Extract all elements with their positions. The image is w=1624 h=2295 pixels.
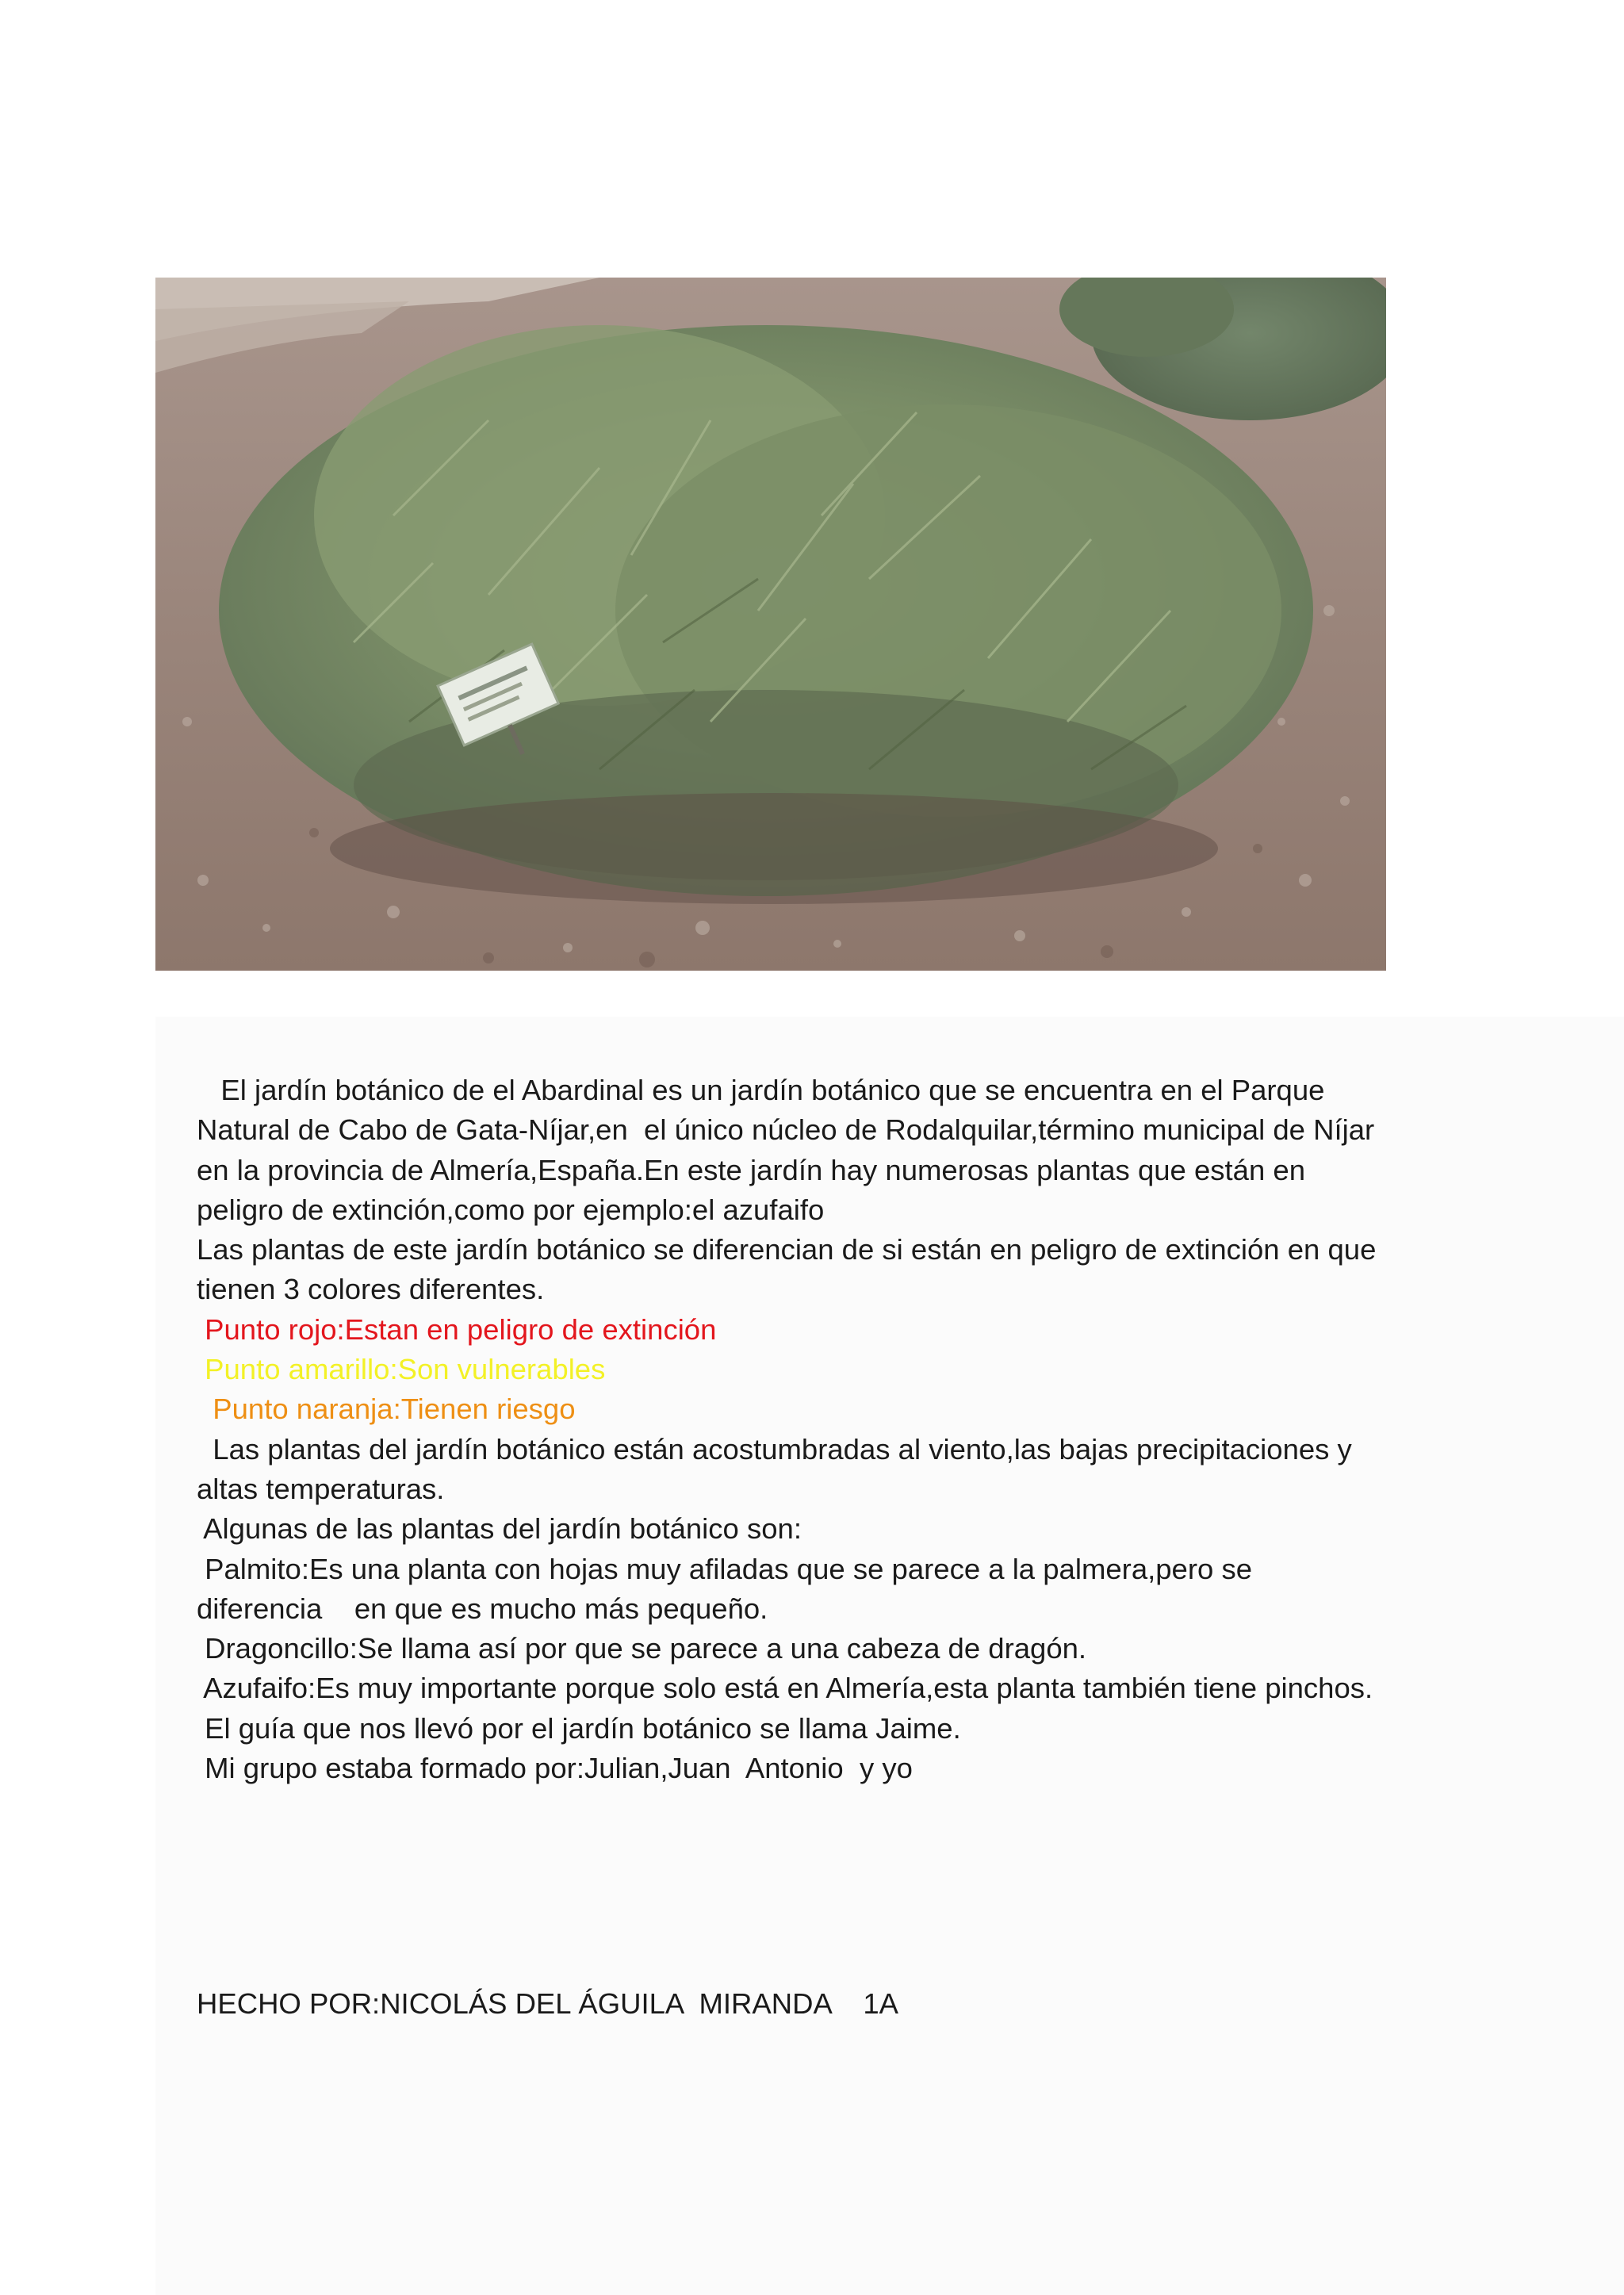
legend-red-point: Punto rojo:Estan en peligro de extinción — [197, 1312, 717, 1346]
shrub-photo-illustration — [155, 278, 1386, 971]
group-line: Mi grupo estaba formado por:Julian,Juan Antonio y yo — [197, 1752, 913, 1785]
paragraph-line: tienen 3 colores diferentes. — [197, 1273, 545, 1306]
paragraph-line: peligro de extinción,como por ejemplo:el azufaifo — [197, 1193, 825, 1226]
plant-azufaifo: Azufaifo:Es muy importante porque solo está en Almería,esta planta también tiene pinchos. — [197, 1672, 1373, 1705]
paragraph-line: Las plantas del jardín botánico están acostumbradas al viento,las bajas precipitaciones y — [197, 1432, 1352, 1466]
legend-yellow-point: Punto amarillo:Son vulnerables — [197, 1353, 606, 1386]
plant-palmito-cont: diferencia en que es mucho más pequeño. — [197, 1592, 768, 1625]
paragraph-line: altas temperaturas. — [197, 1472, 445, 1505]
guide-line: El guía que nos llevó por el jardín botánico se llama Jaime. — [197, 1711, 961, 1745]
paragraph-line: El jardín botánico de el Abardinal es un jardín botánico que se encuentra en el Parque — [197, 1074, 1325, 1106]
paragraph-line: en la provincia de Almería,España.En este jardín hay numerosas plantas que están en — [197, 1153, 1306, 1186]
shrub-photo — [155, 278, 1386, 971]
legend-orange-point: Punto naranja:Tienen riesgo — [197, 1393, 576, 1426]
plant-dragoncillo: Dragoncillo:Se llama así por que se parece a una cabeza de dragón. — [197, 1632, 1087, 1665]
paragraph-line: Algunas de las plantas del jardín botánico son: — [197, 1512, 802, 1546]
paragraph-line: Las plantas de este jardín botánico se diferencian de si están en peligro de extinción en que — [197, 1233, 1377, 1266]
body-text — [197, 1071, 1434, 1788]
paragraph-line: Natural de Cabo de Gata-Níjar,en el único núcleo de Rodalquilar,término municipal de Níjar — [197, 1113, 1375, 1147]
author-signature: HECHO POR:NICOLÁS DEL ÁGUILA MIRANDA 1A — [197, 1987, 899, 2020]
plant-palmito: Palmito:Es una planta con hojas muy afiladas que se parece a la palmera,pero se — [197, 1552, 1253, 1585]
